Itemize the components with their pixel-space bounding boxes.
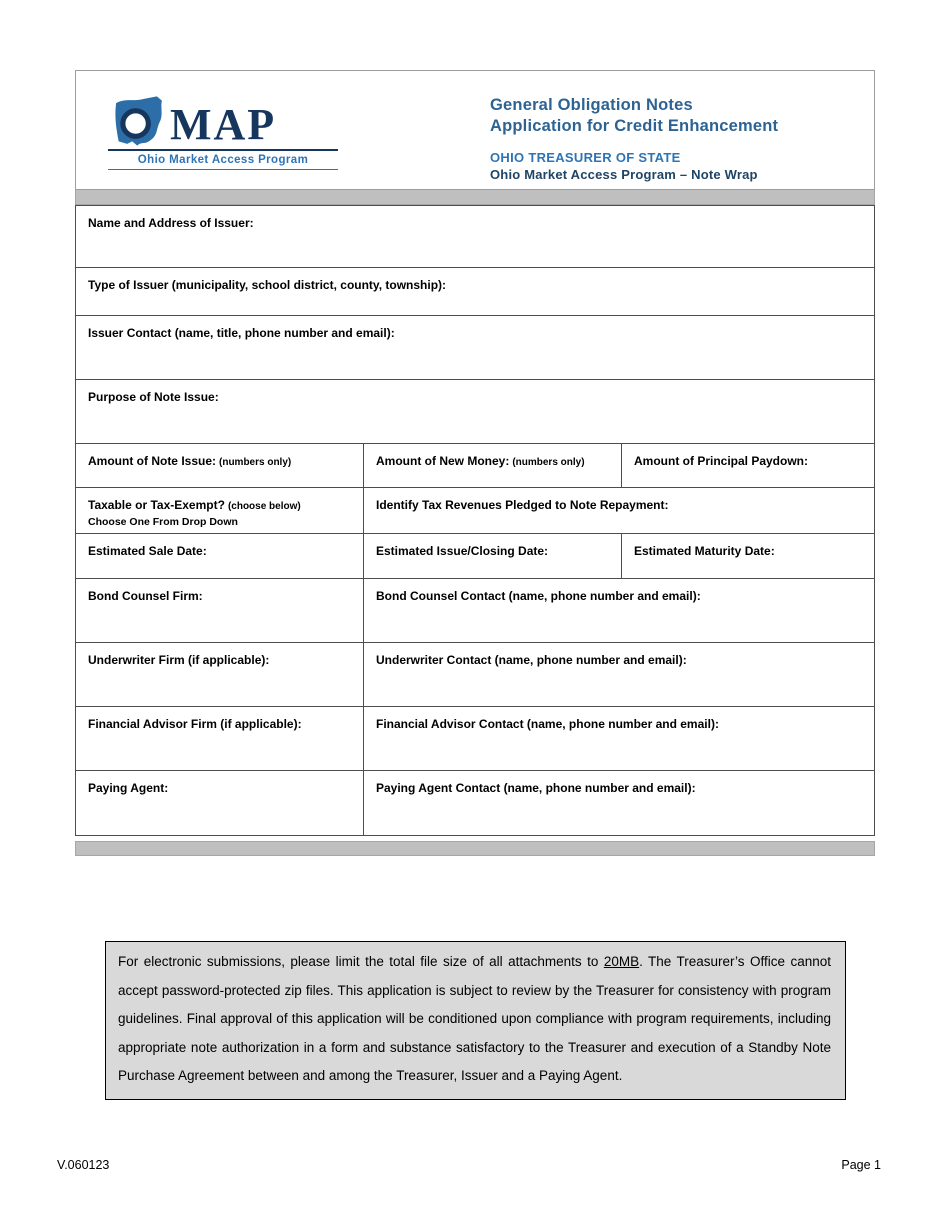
header-titles: [490, 87, 850, 182]
field-type-of-issuer[interactable]: [76, 268, 874, 315]
notice-text: [118, 948, 831, 1091]
field-label: Estimated Sale Date:: [88, 544, 207, 558]
field-bond-counsel-contact[interactable]: [363, 579, 874, 642]
field-label: Estimated Maturity Date:: [634, 544, 775, 558]
table-row: [76, 444, 874, 488]
field-note: (choose below): [227, 501, 301, 512]
field-taxable-or-tax-exempt[interactable]: [76, 488, 363, 533]
table-row: [76, 771, 874, 835]
field-estimated-sale-date[interactable]: [76, 534, 363, 578]
field-paying-agent-contact[interactable]: [363, 771, 874, 835]
field-label: Amount of Principal Paydown:: [634, 454, 809, 468]
field-note: (numbers only): [512, 457, 585, 468]
field-financial-advisor-firm[interactable]: [76, 707, 363, 770]
field-note: (numbers only): [219, 457, 292, 468]
footer-version: V.060123: [57, 1158, 110, 1172]
field-estimated-maturity-date[interactable]: [621, 534, 874, 578]
field-label: Issuer Contact (name, title, phone number and email):: [88, 326, 395, 340]
field-paying-agent[interactable]: [76, 771, 363, 835]
field-label: Bond Counsel Contact (name, phone number and email):: [376, 589, 701, 603]
application-table: [75, 205, 875, 836]
header: [75, 70, 875, 190]
notice-part2: . The Treasurer’s Office cannot accept password-protected zip files. This application is subject to review by the Treasurer for consistency with program guidelines. Final approval of this application will be conditioned upon compliance with program requirements, including appropriate note authorization in a form and substance satisfactory to the Treasurer and execution of a Standby Note Purchase Agreement between and among the Treasurer, Issuer and a Paying Agent.: [118, 954, 831, 1083]
field-issuer-contact[interactable]: [76, 316, 874, 379]
field-issuer-name-address[interactable]: [76, 206, 874, 267]
field-amount-of-principal-paydown[interactable]: [621, 444, 874, 487]
doc-title-line1: General Obligation Notes: [490, 96, 693, 114]
field-underwriter-contact[interactable]: [363, 643, 874, 706]
treasurer-of-state-line: OHIO TREASURER OF STATE: [490, 150, 681, 165]
logo-row: [108, 93, 338, 151]
logo-map-text: MAP: [170, 100, 277, 149]
application-form: [75, 70, 875, 856]
notice-box: [105, 941, 846, 1100]
field-label: Type of Issuer (municipality, school district, county, township):: [88, 278, 447, 292]
notice-part1: For electronic submissions, please limit the total file size of all attachments to: [118, 954, 604, 969]
field-tax-revenues-pledged[interactable]: [363, 488, 874, 533]
table-row: [76, 579, 874, 643]
field-amount-of-new-money[interactable]: [363, 444, 621, 487]
field-label: Bond Counsel Firm:: [88, 589, 203, 603]
field-bond-counsel-firm[interactable]: [76, 579, 363, 642]
program-note-wrap-line: Ohio Market Access Program – Note Wrap: [490, 167, 758, 182]
table-row: [76, 206, 874, 268]
field-label: Underwriter Firm (if applicable):: [88, 653, 270, 667]
table-row: [76, 316, 874, 380]
field-amount-of-note-issue[interactable]: [76, 444, 363, 487]
field-estimated-issue-closing-date[interactable]: [363, 534, 621, 578]
logo-tagline: Ohio Market Access Program: [108, 151, 338, 170]
field-label: Underwriter Contact (name, phone number and email):: [376, 653, 687, 667]
field-label: Financial Advisor Firm (if applicable):: [88, 717, 302, 731]
table-row: [76, 643, 874, 707]
table-row: [76, 707, 874, 771]
taxable-dropdown[interactable]: Choose One From Drop Down: [88, 516, 238, 528]
footer-page-number: Page 1: [841, 1158, 881, 1172]
divider-bar-bottom: [75, 841, 875, 856]
notice-20mb-underlined: 20MB: [603, 954, 640, 969]
ohio-state-icon: [108, 93, 170, 149]
field-financial-advisor-contact[interactable]: [363, 707, 874, 770]
field-label: Financial Advisor Contact (name, phone number and email):: [376, 717, 719, 731]
omap-logo: [108, 87, 338, 179]
field-label: Taxable or Tax-Exempt?: [88, 498, 225, 512]
field-label: Name and Address of Issuer:: [88, 216, 254, 230]
field-label: Amount of New Money:: [376, 454, 510, 468]
table-row: [76, 268, 874, 316]
table-row: [76, 380, 874, 444]
table-row: [76, 488, 874, 534]
field-label: Amount of Note Issue:: [88, 454, 216, 468]
field-label: Purpose of Note Issue:: [88, 390, 219, 404]
field-underwriter-firm[interactable]: [76, 643, 363, 706]
field-label: Estimated Issue/Closing Date:: [376, 544, 549, 558]
doc-title-line2: Application for Credit Enhancement: [490, 117, 779, 135]
field-label: Paying Agent Contact (name, phone number and email):: [376, 781, 696, 795]
field-label: Identify Tax Revenues Pledged to Note Repayment:: [376, 498, 669, 512]
taxable-label-line: [88, 496, 353, 514]
field-label: Paying Agent:: [88, 781, 169, 795]
divider-bar-top: [75, 190, 875, 205]
table-row: [76, 534, 874, 579]
field-purpose-of-note-issue[interactable]: [76, 380, 874, 443]
